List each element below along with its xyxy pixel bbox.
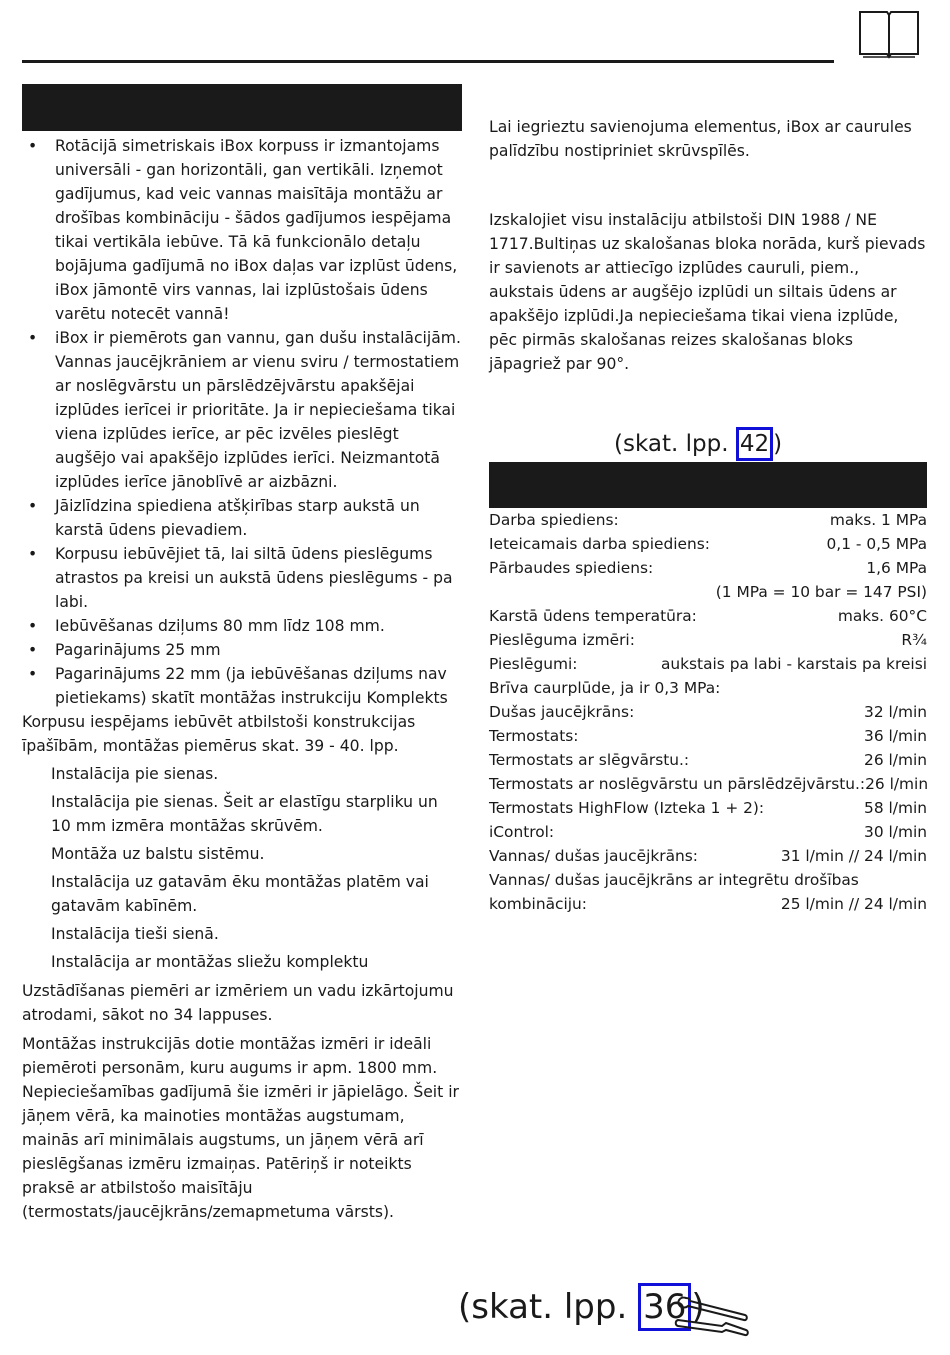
spec-value: R¾ [901, 631, 927, 649]
spec-row [489, 772, 927, 796]
spec-value: 36 l/min [864, 727, 927, 745]
spec-value: 30 l/min [864, 823, 927, 841]
spec-row [489, 652, 927, 676]
spec-value: 0,1 - 0,5 MPa [826, 535, 927, 553]
spec-value: 1,6 MPa [866, 559, 927, 577]
bullet-list [22, 134, 462, 710]
spec-row [489, 724, 927, 748]
spec-label: Pieslēgumi: [489, 655, 578, 673]
bullet-item: • iBox ir piemērots gan vannu, gan dušu instalācijām. Vannas jaucējkrāniem ar vienu sviru / termostatiem ar noslēgvārstu un pārslēdzējvārstu apakšējai izplūdes ierīcei ir prioritāte. Ja ir nepieciešama tikai viena izplūdes ierīce, ar pēc izvēles pieslēgt augšējo vai apakšējo izplūdes ierīci. Neizmantotā izplūdes ierīce jānoblīvē ar aizbāzni. [22, 326, 462, 494]
spec-row [489, 868, 927, 892]
tools-icon [672, 1290, 752, 1342]
spec-label: Brīva caurplūde, ja ir 0,3 MPa: [489, 679, 721, 697]
bullet-item: • Jāizlīdzina spiediena atšķirības starp aukstā un karstā ūdens pievadiem. [22, 494, 462, 542]
bullet-item: • Pagarinājums 25 mm [22, 638, 462, 662]
spec-row [489, 556, 927, 580]
spec-label: Pārbaudes spiediens: [489, 559, 654, 577]
spec-label: Ieteicamais darba spiediens: [489, 535, 710, 553]
spec-value: 26 l/min [865, 775, 929, 793]
spec-label: Karstā ūdens temperatūra: [489, 607, 697, 625]
spec-value: aukstais pa labi - karstais pa kreisi [660, 655, 927, 673]
spec-label: Termostats ar slēgvārstu.: [489, 751, 690, 769]
clamp-paragraph: Lai iegrieztu savienojuma elementus, iBox ar caurules palīdzību nostipriniet skrūvspīlēs. [489, 118, 912, 160]
install-option: Instalācija pie sienas. Šeit ar elastīgu starpliku un 10 mm izmēra montāžas skrūvēm. [51, 793, 438, 835]
spec-label: Termostats ar noslēgvārstu un pārslēdzējvārstu.: [489, 775, 866, 793]
spec-row [489, 676, 927, 700]
dimensions-paragraph: Montāžas instrukcijās dotie montāžas izmēri ir ideāli piemēroti personām, kuru augums ir apm. 1800 mm. Nepieciešamības gadījumā šie izmēri ir jāpielāgo. Šeit ir jāņem vērā, ka mainoties montāžas augstumam, mainās arī minimālais augstums, un jāņem vērā arī pieslēgšanas izmēru izmaiņas. Patēriņš ir noteikts praksē ar atbilstošo maisītāju (termostats/jaucējkrāns/zemapmetuma vārsts). [22, 1035, 459, 1221]
section-header-bar [22, 84, 462, 131]
spec-label: iControl: [489, 823, 555, 841]
spec-label: Darba spiediens: [489, 511, 619, 529]
spec-value: maks. 60°C [837, 607, 927, 625]
spec-label: kombināciju: [489, 895, 587, 913]
spec-row [489, 508, 927, 532]
spec-value: 26 l/min [864, 751, 927, 769]
bullet-item: • Korpusu iebūvējiet tā, lai siltā ūdens pieslēgums atrastos pa kreisi un aukstā ūdens pieslēgums - pa labi. [22, 542, 462, 614]
page-link-36[interactable]: 36 [638, 1283, 691, 1331]
spec-row [489, 892, 927, 916]
spec-row [489, 604, 927, 628]
examples-paragraph: Uzstādīšanas piemēri ar izmēriem un vadu izkārtojumu atrodami, sākot no 34 lappuses. [22, 982, 454, 1024]
bullet-item: • Rotācijā simetriskais iBox korpuss ir izmantojams universāli - gan horizontāli, gan vertikāli. Izņemot gadījumus, kad veic vannas maisītāja montāžu ar drošības kombināciju - šādos gadījumos iespējama tikai vertikāla iebūve. Tā kā funkcionālo detaļu bojājuma gadījumā no iBox daļas var izplūst ūdens, iBox jāmontē virs vannas, lai izplūstošais ūdens varētu notecēt vannā! [22, 134, 462, 326]
spec-row [489, 700, 927, 724]
spec-label: Vannas/ dušas jaucējkrāns ar integrētu drošības [489, 871, 859, 889]
book-icon [857, 8, 921, 60]
intro-paragraph: Korpusu iespējams iebūvēt atbilstoši konstrukcijas īpašībām, montāžas piemērus skat. 39 - 40. lpp. [22, 713, 416, 755]
spec-row [489, 532, 927, 556]
install-option: Instalācija pie sienas. [51, 765, 219, 783]
spec-value: 25 l/min // 24 l/min [780, 895, 927, 913]
spec-label: Vannas/ dušas jaucējkrāns: [489, 847, 698, 865]
page-reference [614, 426, 782, 462]
bottom-page-reference [458, 1281, 705, 1333]
reference-suffix: ) [691, 1287, 705, 1327]
spec-value: 58 l/min [864, 799, 927, 817]
page-link-42[interactable]: 42 [736, 427, 773, 461]
install-option: Instalācija uz gatavām ēku montāžas platēm vai gatavām kabīnēm. [51, 873, 429, 915]
flush-paragraph: Izskalojiet visu instalāciju atbilstoši DIN 1988 / NE 1717.Bultiņas uz skalošanas bloka norāda, kurš pievads ir savienots ar attiecīgo izplūdes cauruli, piem., aukstais ūdens ar augšējo izplūdi un siltais ūdens ar apakšējo izplūdi.Ja nepieciešama tikai viena izplūde, pēc pirmās skalošanas reizes skalošanas bloks jāpagriež par 90°. [489, 211, 926, 373]
spec-value: 32 l/min [864, 703, 927, 721]
install-option: Montāža uz balstu sistēmu. [51, 845, 265, 863]
spec-row [489, 580, 927, 604]
spec-row [489, 628, 927, 652]
spec-row [489, 748, 927, 772]
spec-value: maks. 1 MPa [829, 511, 927, 529]
reference-prefix: (skat. lpp. [614, 431, 736, 457]
bullet-item: • Pagarinājums 22 mm (ja iebūvēšanas dziļums nav pietiekams) skatīt montāžas instrukciju Komplekts [22, 662, 462, 710]
install-option: Instalācija ar montāžas sliežu komplektu [51, 953, 369, 971]
reference-prefix: (skat. lpp. [458, 1287, 639, 1327]
spec-label: Termostats HighFlow (Izteka 1 + 2): [489, 799, 765, 817]
spec-label: Termostats: [489, 727, 579, 745]
spec-label: Pieslēguma izmēri: [489, 631, 635, 649]
left-column [22, 84, 462, 1224]
spec-value: 31 l/min // 24 l/min [780, 847, 927, 865]
spec-row [489, 844, 927, 868]
bullet-item: • Iebūvēšanas dziļums 80 mm līdz 108 mm. [22, 614, 462, 638]
spec-label: Dušas jaucējkrāns: [489, 703, 635, 721]
top-rule [22, 60, 834, 63]
reference-suffix: ) [773, 431, 783, 457]
spec-row [489, 820, 927, 844]
spec-value: (1 MPa = 10 bar = 147 PSI) [715, 583, 927, 601]
specs-header-bar [489, 462, 927, 508]
spec-row [489, 796, 927, 820]
install-option: Instalācija tieši sienā. [51, 925, 219, 943]
technical-specs [489, 508, 927, 916]
